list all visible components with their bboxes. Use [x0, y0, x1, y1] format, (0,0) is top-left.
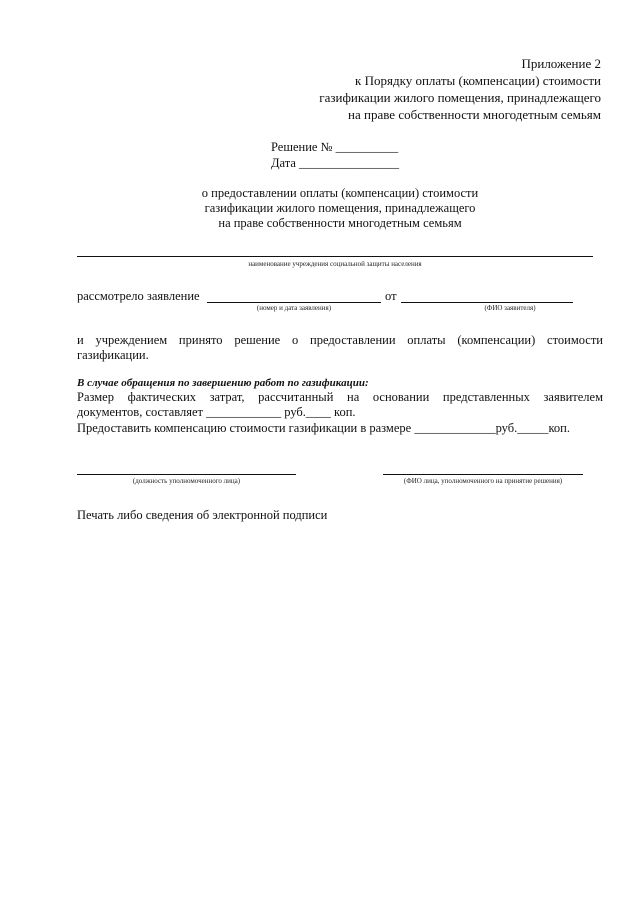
applicant-caption: (ФИО заявителя)	[484, 304, 536, 312]
completion-line-1: Размер фактических затрат, рассчитанный на основании представленных заявителем	[77, 390, 603, 404]
application-number-line	[207, 302, 381, 303]
decision-date: Дата ________________	[271, 156, 400, 170]
decision-text-line-1: и учреждением принято решение о предоставлении оплаты (компенсации) стоимости	[77, 333, 603, 347]
appendix-line-2: к Порядку оплаты (компенсации) стоимости	[355, 73, 601, 88]
appendix-line-4: на праве собственности многодетным семьям	[348, 107, 601, 122]
review-from-word: от	[385, 289, 397, 303]
institution-name-line	[77, 256, 593, 257]
appendix-line-1: Приложение 2	[521, 56, 601, 71]
subject-line-2: газификации жилого помещения, принадлежащего	[204, 201, 476, 215]
position-caption: (должность уполномоченного лица)	[132, 477, 241, 485]
name-signature-line	[383, 474, 583, 475]
decision-number: Решение № __________	[271, 140, 399, 154]
seal-text: Печать либо сведения об электронной подписи	[77, 508, 328, 522]
subject-line-1: о предоставлении оплаты (компенсации) стоимости	[201, 186, 479, 200]
appendix-line-3: газификации жилого помещения, принадлежащего	[319, 90, 601, 105]
applicant-name-line	[401, 302, 573, 303]
position-signature-line	[77, 474, 296, 475]
decision-text-line-2: газификации.	[77, 348, 149, 362]
completion-line-3: Предоставить компенсацию стоимости газификации в размере _____________руб._____коп.	[77, 421, 570, 435]
application-caption: (номер и дата заявления)	[256, 304, 332, 312]
completion-heading: В случае обращения по завершению работ по газификации:	[77, 377, 369, 389]
subject-line-3: на праве собственности многодетным семьям	[218, 216, 462, 230]
name-caption: (ФИО лица, уполномоченного на принятие решения)	[403, 477, 563, 485]
institution-caption: наименование учреждения социальной защиты населения	[248, 260, 422, 268]
review-prefix: рассмотрело заявление	[77, 289, 200, 303]
completion-line-2: документов, составляет ____________ руб.____ коп.	[77, 405, 356, 419]
